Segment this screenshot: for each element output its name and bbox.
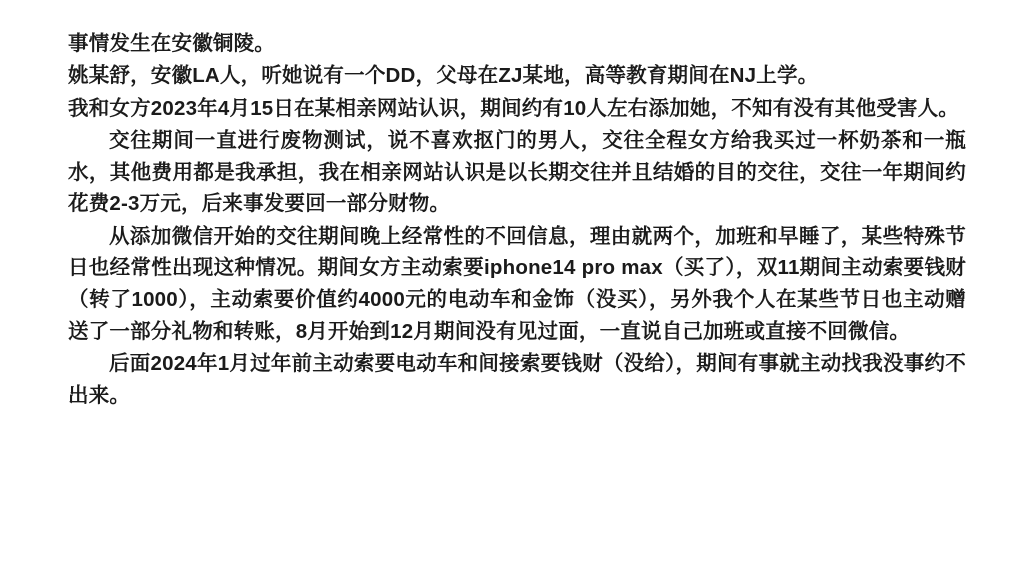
paragraph-3: 我和女方2023年4月15日在某相亲网站认识，期间约有10人左右添加她，不知有没有其他受害人。 xyxy=(68,96,960,120)
paragraph-4: 交往期间一直进行废物测试，说不喜欢抠门的男人，交往全程女方给我买过一杯奶茶和一瓶水，其他费用都是我承担，我在相亲网站认识是以长期交往并且结婚的目的交往，交往一年期间约花费2-3万元，后来事发要回一部分财物。 xyxy=(68,128,966,216)
document-body xyxy=(68,28,966,412)
paragraph-2: 姚某舒，安徽LA人，听她说有一个DD，父母在ZJ某地，高等教育期间在NJ上学。 xyxy=(68,64,819,88)
paragraph-5: 从添加微信开始的交往期间晚上经常性的不回信息，理由就两个，加班和早睡了，某些特殊节日也经常性出现这种情况。期间女方主动索要iphone14 pro max（买了），双11期间主动索要钱财（转了1000），主动索要价值约4000元的电动车和金饰（没买），另外我个人在某些节日也主动赠送了一部分礼物和转账，8月开始到12月期间没有见过面，一直说自己加班或直接不回微信。 xyxy=(68,224,966,343)
paragraph-1: 事情发生在安徽铜陵。 xyxy=(68,32,275,55)
paragraph-6: 后面2024年1月过年前主动索要电动车和间接索要钱财（没给），期间有事就主动找我没事约不出来。 xyxy=(68,352,966,407)
